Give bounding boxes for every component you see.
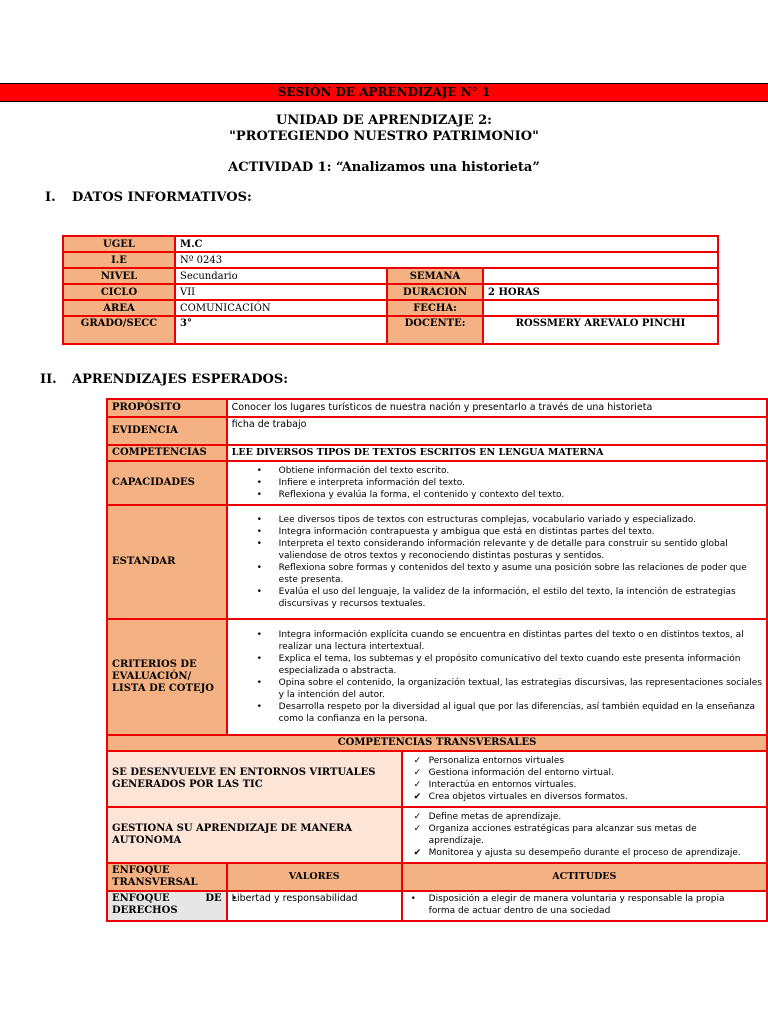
- list-item: • Reflexiona sobre formas y contenidos del texto y asume una posición sobre las relaciones de poder que: [279, 562, 762, 574]
- list-item-cont: valiendose de otros textos y reconociendo distintas posturas y sentidos.: [278, 551, 605, 561]
- duracion-value: 2 HORAS: [483, 284, 718, 300]
- fecha-label: FECHA:: [387, 300, 483, 316]
- nivel-label: NIVEL: [63, 268, 175, 284]
- list-item: • Integra información contrapuesta y ambigua que está en distintas partes del texto.: [279, 526, 762, 538]
- list-item-cont: como la confianza en la persona.: [278, 714, 428, 724]
- section-datos-heading: I. DATOS INFORMATIVOS:: [45, 190, 252, 205]
- datos-table: [62, 235, 719, 345]
- capacidades-label: CAPACIDADES: [107, 461, 227, 505]
- list-item: • Evalúa el uso del lenguaje, la validez de la información, el estilo del texto, la intención de estrategias: [279, 586, 762, 598]
- list-item-cont: este presenta.: [278, 575, 344, 585]
- list-item: • Interpreta el texto considerando información relevante y de detalle para construir su sentido global: [279, 538, 762, 550]
- capacidades-list: [227, 461, 767, 505]
- list-item: • Reflexiona y evalúa la forma, el contenido y contexto del texto.: [279, 489, 762, 501]
- tic-list: [402, 751, 767, 807]
- duracion-label: DURACION: [387, 284, 483, 300]
- docente-value: ROSSMERY AREVALO PINCHI: [483, 316, 718, 344]
- semana-value: [483, 268, 718, 284]
- competencias-label: COMPETENCIAS: [107, 445, 227, 461]
- list-item: • Lee diversos tipos de textos con estructuras complejas, vocabulario variado y especializado.: [279, 514, 762, 526]
- activity-title: ACTIVIDAD 1: “Analizamos una historieta”: [228, 160, 540, 175]
- area-label: AREA: [63, 300, 175, 316]
- autonoma-list: [402, 807, 767, 863]
- list-item: ✓ Organiza acciones estratégicas para alcanzar sus metas de: [429, 823, 762, 835]
- area-value: COMUNICACIÓN: [175, 300, 387, 316]
- unit-name: "PROTEGIENDO NUESTRO PATRIMONIO": [229, 129, 539, 144]
- estandar-list: [227, 505, 767, 619]
- grado-label: GRADO/SECC: [63, 316, 175, 344]
- nivel-value: Secundario: [175, 268, 387, 284]
- actitudes-header: ACTITUDES: [402, 863, 767, 891]
- docente-label: DOCENTE:: [387, 316, 483, 344]
- ie-value: Nº 0243: [175, 252, 718, 268]
- ie-label: I.E: [63, 252, 175, 268]
- list-item: • Obtiene información del texto escrito.: [279, 465, 762, 477]
- list-item: • Integra información explícita cuando se encuentra en distintas partes del texto o en distintos textos, al: [279, 629, 762, 641]
- valores-header: VALORES: [227, 863, 402, 891]
- list-item: ✓ Personaliza entornos virtuales: [429, 755, 762, 767]
- transversales-header: COMPETENCIAS TRANSVERSALES: [107, 735, 767, 751]
- ugel-value: M.C: [175, 236, 718, 252]
- list-item: ✓ Gestiona información del entorno virtual.: [429, 767, 762, 779]
- ugel-label: UGEL: [63, 236, 175, 252]
- ciclo-label: CICLO: [63, 284, 175, 300]
- grado-value: 3°: [175, 316, 387, 344]
- derechos-actitud: • Disposición a elegir de manera voluntaria y responsable la propia forma de actuar dentro de una sociedad: [402, 891, 767, 921]
- list-item: • Infiere e interpreta información del texto.: [279, 477, 762, 489]
- list-item: • Opina sobre el contenido, la organización textual, las estrategias discursivas, las representaciones sociales: [279, 677, 762, 689]
- section-aprendizajes-heading: II. APRENDIZAJES ESPERADOS:: [40, 372, 289, 387]
- list-item: • Desarrolla respeto por la diversidad al igual que por las diferencias, así también equidad en la enseñanza: [279, 701, 762, 713]
- evidencia-value: ficha de trabajo: [227, 417, 767, 445]
- tic-label: SE DESENVUELVE EN ENTORNOS VIRTUALES GENERADOS POR LAS TIC: [107, 751, 402, 807]
- list-item: ✓ Define metas de aprendizaje.: [429, 811, 762, 823]
- proposito-value: Conocer los lugares turísticos de nuestra nación y presentarlo a través de una historieta: [227, 399, 767, 417]
- list-item: ✔ Crea objetos virtuales en diversos formatos.: [429, 791, 762, 803]
- proposito-label: PROPÓSITO: [107, 399, 227, 417]
- fecha-value: [483, 300, 718, 316]
- unit-title: UNIDAD DE APRENDIZAJE 2:: [276, 113, 492, 128]
- criterios-label: CRITERIOS DE EVALUACIÓN/ LISTA DE COTEJO: [107, 619, 227, 735]
- ciclo-value: VII: [175, 284, 387, 300]
- list-item-cont: discursivas y recursos textuales.: [278, 599, 426, 609]
- aprendizajes-table: [106, 398, 768, 922]
- list-item-cont: realizar una lectura intertextual.: [278, 642, 425, 652]
- list-item-cont: especializada o abstracta.: [278, 666, 397, 676]
- list-item-cont: y la intención del autor.: [278, 690, 385, 700]
- derechos-label: ENFOQUE DE DERECHOS: [107, 891, 227, 921]
- autonoma-label: GESTIONA SU APRENDIZAJE DE MANERA AUTONOMA: [107, 807, 402, 863]
- evidencia-label: EVIDENCIA: [107, 417, 227, 445]
- derechos-valor: • Libertad y responsabilidad: [227, 891, 402, 921]
- list-item: ✔ Monitorea y ajusta su desempeño durante el proceso de aprendizaje.: [429, 847, 762, 859]
- list-item-cont: aprendizaje.: [428, 836, 484, 846]
- enfoque-label: ENFOQUE TRANSVERSAL: [107, 863, 227, 891]
- session-banner: SESIÓN DE APRENDIZAJE N° 1: [0, 83, 768, 102]
- estandar-label: ESTANDAR: [107, 505, 227, 619]
- criterios-list: [227, 619, 767, 735]
- competencias-value: LEE DIVERSOS TIPOS DE TEXTOS ESCRITOS EN LENGUA MATERNA: [227, 445, 767, 461]
- semana-label: SEMANA: [387, 268, 483, 284]
- list-item: ✓ Interactúa en entornos virtuales.: [429, 779, 762, 791]
- list-item: • Explica el tema, los subtemas y el propósito comunicativo del texto cuando este presenta información: [279, 653, 762, 665]
